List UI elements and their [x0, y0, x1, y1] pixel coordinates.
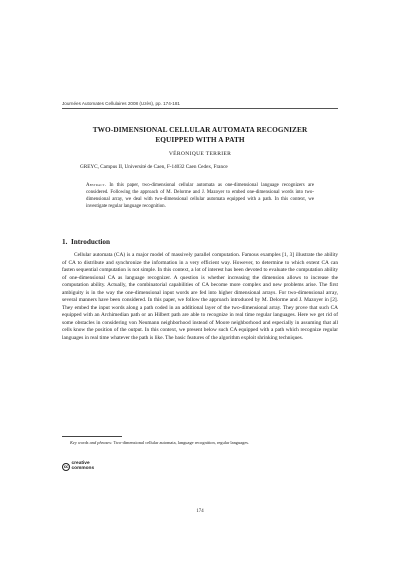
abstract	[86, 182, 314, 210]
cc-wordmark-line-2: commons	[71, 465, 95, 471]
section-heading	[62, 238, 110, 246]
cc-wordmark	[72, 462, 95, 471]
keywords-label: Key words and phrases:	[70, 440, 113, 445]
cc-wordmark-line-1: creative	[71, 461, 90, 466]
running-head: Journées Automates Cellulaires 2008 (Uzès), pp. 174-181	[62, 101, 180, 106]
creative-commons-logo[interactable]	[62, 462, 94, 471]
author-name: VÉRONIQUE TERRIER	[168, 151, 232, 157]
author-affiliation: GREYC, Campus II, Université de Caen, F-14032 Caen Cedex, France	[80, 164, 228, 170]
abstract-text: In this paper, two-dimensional cellular automata as one-dimensional language recognizers are considered. Following the approach of M. Delorme and J. Mazoyer to embed one-dimensional words into two-dimensional array, we deal with two-dimensional cellular automata equipped with a path. In this context, we investigate regular language recognition.	[86, 183, 314, 210]
section-title: Introduction	[70, 238, 110, 246]
title-line-1: TWO-DIMENSIONAL CELLULAR AUTOMATA RECOGNIZER	[92, 125, 308, 134]
keywords-text: Two-dimensional cellular automata, language recognition, regular languages.	[113, 440, 250, 445]
abstract-label: Abstract.	[86, 183, 107, 188]
cc-badge-icon: cc	[63, 464, 69, 470]
header-rule	[62, 108, 338, 109]
title-line-2: EQUIPPED WITH A PATH	[155, 134, 245, 144]
keywords-footnote	[70, 440, 249, 445]
introduction-body: Cellular automata (CA) is a major model of massively parallel computation. Famous examples [1, 3] illustrate the ability of CA to distribute and synchronize the information in a very efficient way. However, to determine to which extent CA can fasten sequential computation is not simple. In this context, a lot of interest has been devoted to evaluate the computation ability of one-dimensional CA as language recognizer. A question is whether increasing the dimension allows to increase the computation ability. Actually, the combinatorial capabilities of CA become more complex and new problems arise. The first ambiguity is in the way the one-dimensional input words are fed into higher dimensional arrays. For two-dimensional array, several manners have been considered. In this paper, we follow the approach introduced by M. Delorme and J. Mazoyer in [2]. They embed the input words along a path coded in an additional layer of the two-dimensional array. They prove that such CA equipped with an Archimedian path or an Hilbert path are able to recognize in real time regular languages. Here we get rid of some obstacles in considering von Neumann neighborhood instead of Moore neighborhood and especially in assuming that all cells know the position of the output. In this context, we present below such CA equipped with a path which recognize regular languages in real time whatever the path is like. The basic features of the algorithm exploit shrinking techniques.	[62, 252, 338, 342]
section-number: 1.	[62, 238, 68, 246]
footnote-rule	[62, 436, 122, 437]
page-number: 174	[196, 509, 204, 514]
paper-title	[62, 125, 338, 144]
